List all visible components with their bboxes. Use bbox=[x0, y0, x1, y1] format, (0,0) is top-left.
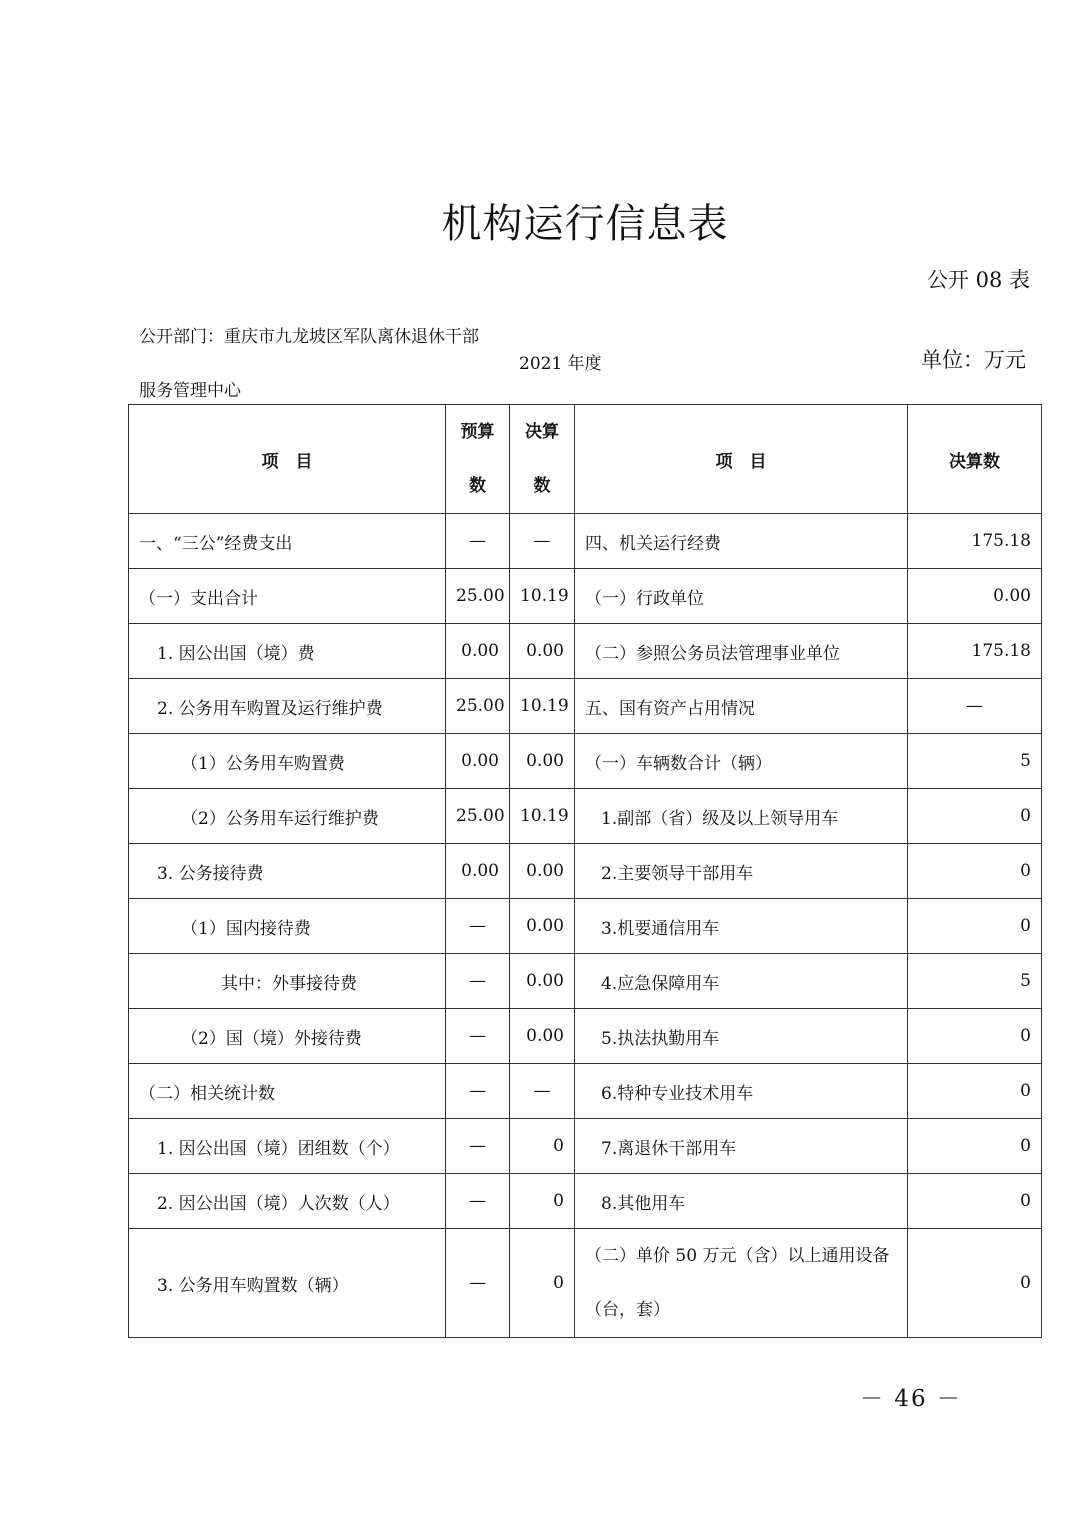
final-value: 0.00 bbox=[510, 624, 575, 679]
final-value: 0.00 bbox=[510, 1009, 575, 1064]
header-final-amount: 决算数 bbox=[908, 405, 1042, 514]
table-row bbox=[129, 679, 1042, 734]
fiscal-year: 2021 年度 bbox=[519, 354, 602, 374]
department-line-2: 服务管理中心 bbox=[139, 381, 241, 401]
right-item: 2.主要领导干部用车 bbox=[575, 844, 908, 899]
final-value: — bbox=[510, 514, 575, 569]
page-title: 机构运行信息表 bbox=[441, 201, 729, 247]
final-value: 10.19 bbox=[510, 569, 575, 624]
amount-value: 0 bbox=[908, 1119, 1042, 1174]
final-value: 0.00 bbox=[510, 899, 575, 954]
final-value: 0.00 bbox=[510, 844, 575, 899]
final-value: 0 bbox=[510, 1229, 575, 1338]
left-item: 3. 公务接待费 bbox=[129, 844, 446, 899]
left-item: （2）国（境）外接待费 bbox=[129, 1009, 446, 1064]
header-row bbox=[129, 405, 1042, 514]
unit-label: 单位：万元 bbox=[921, 348, 1026, 372]
amount-value: 0 bbox=[908, 1174, 1042, 1229]
right-item: 5.执法执勤用车 bbox=[575, 1009, 908, 1064]
final-value: — bbox=[510, 1064, 575, 1119]
table-row bbox=[129, 569, 1042, 624]
budget-value: — bbox=[446, 954, 510, 1009]
amount-value: 175.18 bbox=[908, 514, 1042, 569]
budget-value: — bbox=[446, 1174, 510, 1229]
table-row bbox=[129, 1174, 1042, 1229]
budget-value: — bbox=[446, 1119, 510, 1174]
department-line-1: 公开部门：重庆市九龙坡区军队离休退休干部 bbox=[139, 327, 479, 347]
amount-value: 0 bbox=[908, 1064, 1042, 1119]
table-row bbox=[129, 624, 1042, 679]
left-item: 2. 因公出国（境）人次数（人） bbox=[129, 1174, 446, 1229]
final-value: 0.00 bbox=[510, 734, 575, 789]
amount-value: — bbox=[908, 679, 1042, 734]
amount-value: 0 bbox=[908, 1009, 1042, 1064]
amount-value: 0.00 bbox=[908, 569, 1042, 624]
budget-value: — bbox=[446, 899, 510, 954]
info-table bbox=[128, 404, 1042, 1338]
budget-value: — bbox=[446, 1009, 510, 1064]
header-budget bbox=[446, 405, 510, 514]
table-row bbox=[129, 514, 1042, 569]
right-item: 8.其他用车 bbox=[575, 1174, 908, 1229]
right-item: 4.应急保障用车 bbox=[575, 954, 908, 1009]
right-item: 四、机关运行经费 bbox=[575, 514, 908, 569]
left-item: 2. 公务用车购置及运行维护费 bbox=[129, 679, 446, 734]
left-item: 1. 因公出国（境）费 bbox=[129, 624, 446, 679]
right-item: 五、国有资产占用情况 bbox=[575, 679, 908, 734]
left-item: 一、“三公”经费支出 bbox=[129, 514, 446, 569]
budget-value: 25.00 bbox=[446, 789, 510, 844]
header-final bbox=[510, 405, 575, 514]
table-row bbox=[129, 1229, 1042, 1338]
header-item: 项 目 bbox=[129, 405, 446, 514]
header-final-line2: 数 bbox=[533, 476, 551, 496]
budget-value: — bbox=[446, 514, 510, 569]
table-row bbox=[129, 789, 1042, 844]
header-final-line1: 决算 bbox=[525, 422, 559, 442]
left-item: （1）国内接待费 bbox=[129, 899, 446, 954]
budget-value: — bbox=[446, 1064, 510, 1119]
table-row bbox=[129, 1119, 1042, 1174]
final-value: 0 bbox=[510, 1119, 575, 1174]
header-budget-line1: 预算 bbox=[460, 422, 495, 442]
left-item: （2）公务用车运行维护费 bbox=[129, 789, 446, 844]
right-item: （一）车辆数合计（辆） bbox=[575, 734, 908, 789]
table-row bbox=[129, 1009, 1042, 1064]
budget-value: 25.00 bbox=[446, 679, 510, 734]
table-row bbox=[129, 734, 1042, 789]
final-value: 10.19 bbox=[510, 679, 575, 734]
final-value: 0.00 bbox=[510, 954, 575, 1009]
header-item-right: 项 目 bbox=[575, 405, 908, 514]
amount-value: 0 bbox=[908, 789, 1042, 844]
right-item: 7.离退休干部用车 bbox=[575, 1119, 908, 1174]
amount-value: 175.18 bbox=[908, 624, 1042, 679]
header-budget-line2: 数 bbox=[469, 476, 486, 496]
left-item: （1）公务用车购置费 bbox=[129, 734, 446, 789]
right-item: 6.特种专业技术用车 bbox=[575, 1064, 908, 1119]
amount-value: 0 bbox=[908, 844, 1042, 899]
amount-value: 5 bbox=[908, 954, 1042, 1009]
budget-value: — bbox=[446, 1229, 510, 1338]
right-item: 1.副部（省）级及以上领导用车 bbox=[575, 789, 908, 844]
left-item: 其中：外事接待费 bbox=[129, 954, 446, 1009]
budget-value: 0.00 bbox=[446, 844, 510, 899]
left-item: 3. 公务用车购置数（辆） bbox=[129, 1229, 446, 1338]
table-row bbox=[129, 899, 1042, 954]
right-item: （二）单价 50 万元（含）以上通用设备（台，套） bbox=[575, 1229, 908, 1338]
left-item: 1. 因公出国（境）团组数（个） bbox=[129, 1119, 446, 1174]
right-item: （二）参照公务员法管理事业单位 bbox=[575, 624, 908, 679]
left-item: （一）支出合计 bbox=[129, 569, 446, 624]
amount-value: 5 bbox=[908, 734, 1042, 789]
page-number: － 46 － bbox=[860, 1386, 962, 1412]
budget-value: 0.00 bbox=[446, 624, 510, 679]
final-value: 10.19 bbox=[510, 789, 575, 844]
budget-value: 0.00 bbox=[446, 734, 510, 789]
amount-value: 0 bbox=[908, 899, 1042, 954]
budget-value: 25.00 bbox=[446, 569, 510, 624]
table-row bbox=[129, 1064, 1042, 1119]
amount-value: 0 bbox=[908, 1229, 1042, 1338]
final-value: 0 bbox=[510, 1174, 575, 1229]
table-row bbox=[129, 844, 1042, 899]
table-row bbox=[129, 954, 1042, 1009]
right-item: （一）行政单位 bbox=[575, 569, 908, 624]
right-item: 3.机要通信用车 bbox=[575, 899, 908, 954]
form-number: 公开 08 表 bbox=[926, 268, 1030, 292]
left-item: （二）相关统计数 bbox=[129, 1064, 446, 1119]
